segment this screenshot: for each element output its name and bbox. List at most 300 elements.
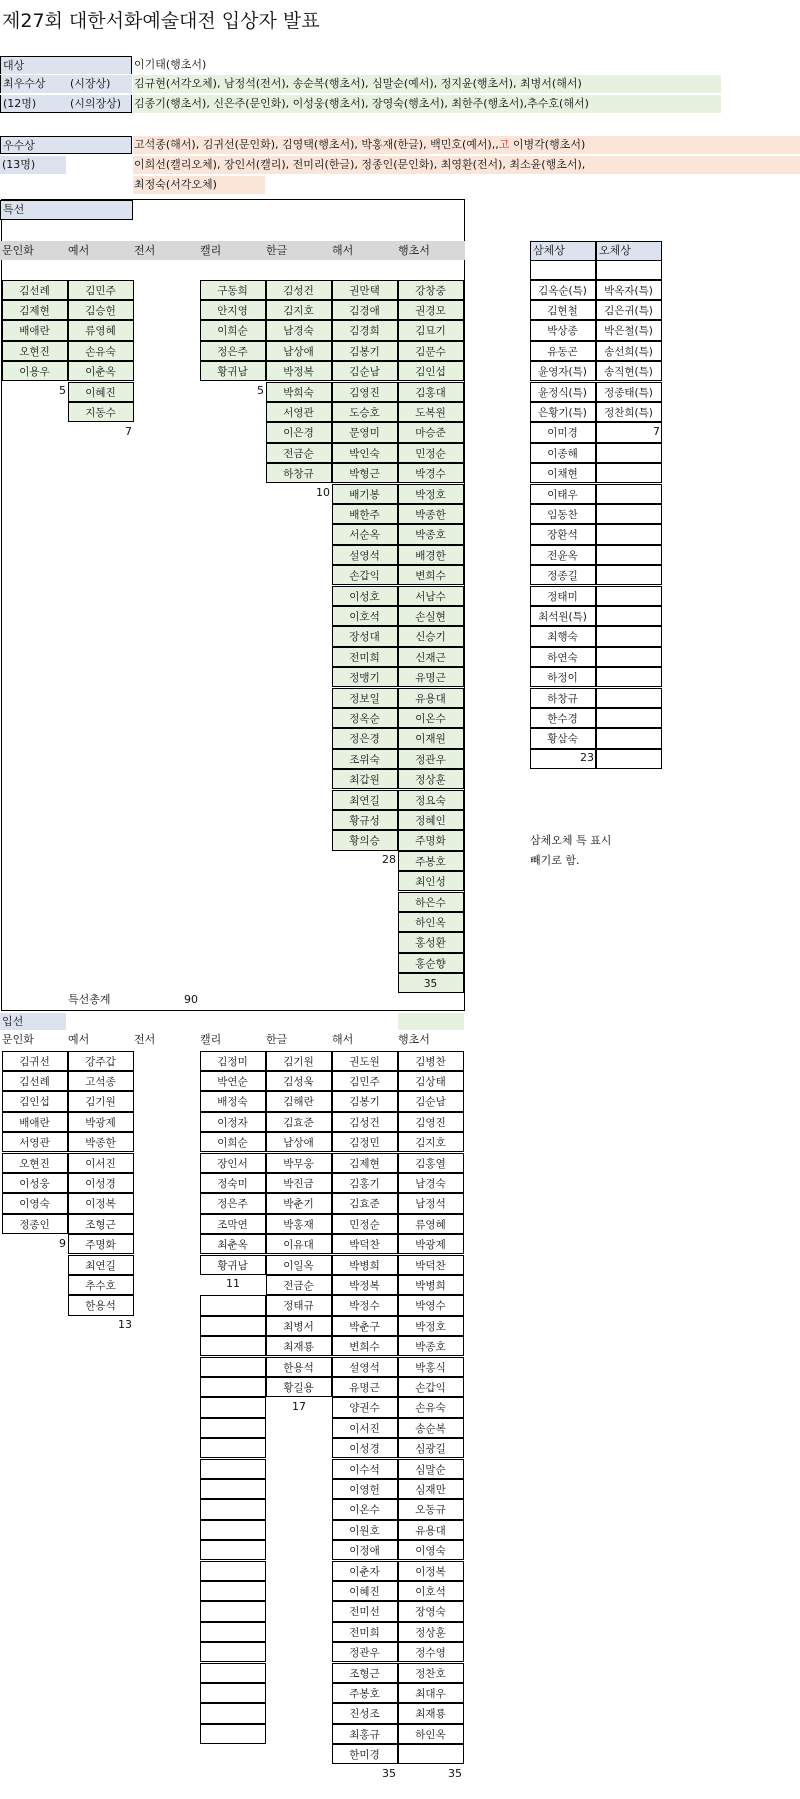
special-haeseo-name: 손갑익 bbox=[332, 565, 398, 585]
oche-blank bbox=[596, 504, 662, 524]
ipseon-calli-blank bbox=[200, 1561, 266, 1581]
special-haengcho-name: 박종호 bbox=[398, 524, 464, 544]
ipseon-calli-blank bbox=[200, 1683, 266, 1703]
special-haengcho-name: 김인섭 bbox=[398, 361, 464, 381]
special-total: 90 bbox=[184, 993, 198, 1006]
special-haeseo-name: 최연길 bbox=[332, 790, 398, 810]
ipseon-hangeul-name: 전금순 bbox=[266, 1275, 332, 1295]
ipseon-haengcho-name: 박홍식 bbox=[398, 1357, 464, 1377]
ipseon-haeseo-name: 이정애 bbox=[332, 1540, 398, 1560]
ipseon-calli-name: 이정자 bbox=[200, 1112, 266, 1132]
special-haengcho-name: 김문수 bbox=[398, 341, 464, 361]
ipseon-haeseo-name: 정관우 bbox=[332, 1642, 398, 1662]
special-haeseo-name: 문영미 bbox=[332, 422, 398, 442]
samche-name: 이채현 bbox=[530, 463, 596, 483]
ipseon-haengcho-name: 김순남 bbox=[398, 1091, 464, 1111]
ipseon-haeseo-name: 유명근 bbox=[332, 1377, 398, 1397]
ipseon-haengcho-name: 유용대 bbox=[398, 1520, 464, 1540]
oche-blank bbox=[596, 463, 662, 483]
special-haengcho-name: 박경수 bbox=[398, 463, 464, 483]
special-hangeul-name: 남상애 bbox=[266, 341, 332, 361]
special-calli-name: 구동희 bbox=[200, 280, 266, 300]
ipseon-header: 한글 bbox=[266, 1033, 288, 1046]
samche-name: 한수경 bbox=[530, 708, 596, 728]
ipseon-hangeul-name: 박무웅 bbox=[266, 1153, 332, 1173]
ipseon-haeseo-name: 진성조 bbox=[332, 1703, 398, 1723]
daesang-winner: 이기태(행초서) bbox=[134, 58, 207, 71]
special-haeseo-name: 정은경 bbox=[332, 728, 398, 748]
ipseon-haengcho-name: 손갑익 bbox=[398, 1377, 464, 1397]
ipseon-label: 입선 bbox=[0, 1013, 66, 1030]
ipseon-haengcho-name: 장영숙 bbox=[398, 1601, 464, 1621]
ipseon-yeseo-name: 최연길 bbox=[68, 1255, 134, 1275]
special-haeseo-name: 김경애 bbox=[332, 300, 398, 320]
special-haeseo-name: 김봉기 bbox=[332, 341, 398, 361]
samche-name: 이종해 bbox=[530, 443, 596, 463]
samche-header: 삼체상 bbox=[530, 241, 596, 261]
ipseon-haeseo-name: 한미경 bbox=[332, 1744, 398, 1764]
ipseon-haengcho-name: 박병희 bbox=[398, 1275, 464, 1295]
special-calli-name: 정은주 bbox=[200, 341, 266, 361]
ipseon-haengcho-name: 최재룡 bbox=[398, 1703, 464, 1723]
ipseon-hangeul-name: 남상애 bbox=[266, 1132, 332, 1152]
special-hangeul-name: 박희숙 bbox=[266, 382, 332, 402]
ipseon-haengcho-name: 손유숙 bbox=[398, 1397, 464, 1417]
special-hangeul-name: 김성건 bbox=[266, 280, 332, 300]
ipseon-yeseo-name: 이정복 bbox=[68, 1193, 134, 1213]
special-haengcho-name: 김묘기 bbox=[398, 320, 464, 340]
ipseon-haengcho-name: 이호석 bbox=[398, 1581, 464, 1601]
choeusu-count: (12명) bbox=[0, 95, 132, 113]
ipseon-haeseo-name: 이춘자 bbox=[332, 1561, 398, 1581]
special-haengcho-name: 이온수 bbox=[398, 708, 464, 728]
special-yeseo-name: 손유숙 bbox=[68, 341, 134, 361]
ipseon-haeseo-name: 박병희 bbox=[332, 1255, 398, 1275]
special-haeseo-name: 김순남 bbox=[332, 361, 398, 381]
header-haeseo: 해서 bbox=[332, 244, 354, 257]
special-munin-name: 오현진 bbox=[2, 341, 68, 361]
ipseon-calli-blank bbox=[200, 1295, 266, 1315]
ipseon-calli-blank bbox=[200, 1357, 266, 1377]
oche-name: 김은귀(특) bbox=[596, 300, 662, 320]
ipseon-haeseo-name: 김홍기 bbox=[332, 1173, 398, 1193]
ipseon-calli-count: 11 bbox=[226, 1277, 240, 1291]
samche-name: 장환석 bbox=[530, 524, 596, 544]
ipseon-haengcho-name: 송순복 bbox=[398, 1418, 464, 1438]
special-haeseo-name: 전미희 bbox=[332, 647, 398, 667]
ipseon-haengcho-name: 정상훈 bbox=[398, 1622, 464, 1642]
ipseon-haeseo-name: 설영석 bbox=[332, 1357, 398, 1377]
samche-name: 정태미 bbox=[530, 586, 596, 606]
oche-header: 오체상 bbox=[596, 241, 662, 261]
special-haengcho-name: 강창중 bbox=[398, 280, 464, 300]
ipseon-haengcho-name: 이정복 bbox=[398, 1561, 464, 1581]
page-title: 제27회 대한서화예술대전 입상자 발표 bbox=[2, 10, 320, 32]
daesang-label: 대상 bbox=[0, 56, 132, 74]
choeusu-award-2: (시의장상) bbox=[70, 97, 122, 110]
ipseon-calli-name: 장인서 bbox=[200, 1153, 266, 1173]
ipseon-header: 행초서 bbox=[398, 1033, 430, 1046]
oche-name: 박은철(특) bbox=[596, 320, 662, 340]
oche-blank bbox=[596, 728, 662, 748]
ipseon-haeseo-count: 35 bbox=[382, 1767, 396, 1780]
special-haengcho-name: 신승기 bbox=[398, 626, 464, 646]
samche-name: 최행숙 bbox=[530, 626, 596, 646]
ipseon-yeseo-name: 주명화 bbox=[68, 1234, 134, 1254]
ipseon-munin-name: 배애란 bbox=[2, 1112, 68, 1132]
oche-blank bbox=[596, 606, 662, 626]
ipseon-yeseo-name: 고석종 bbox=[68, 1071, 134, 1091]
ipseon-calli-blank bbox=[200, 1336, 266, 1356]
special-yeseo-name: 김승헌 bbox=[68, 300, 134, 320]
choeusu-names-1: 김규현(서각오체), 남정석(전서), 송순복(행초서), 심말순(예서), 정지윤(행초서), 최병서(해서) bbox=[133, 75, 721, 93]
special-haeseo-name: 장성대 bbox=[332, 626, 398, 646]
special-haengcho-name: 정혜인 bbox=[398, 810, 464, 830]
oche-blank bbox=[596, 524, 662, 544]
special-haengcho-name: 민정순 bbox=[398, 443, 464, 463]
special-haengcho-name: 유명근 bbox=[398, 667, 464, 687]
ipseon-calli-blank bbox=[200, 1418, 266, 1438]
ipseon-calli-blank bbox=[200, 1724, 266, 1744]
special-haengcho-name: 권경모 bbox=[398, 300, 464, 320]
ipseon-haengcho-name: 정찬호 bbox=[398, 1663, 464, 1683]
ipseon-hangeul-name: 박춘기 bbox=[266, 1193, 332, 1213]
ipseon-green-cell bbox=[398, 1013, 464, 1030]
ipseon-haengcho-blank bbox=[398, 1744, 464, 1764]
special-munin-name: 이용우 bbox=[2, 361, 68, 381]
special-hangeul-name: 하창규 bbox=[266, 463, 332, 483]
ipseon-haeseo-name: 주봉호 bbox=[332, 1683, 398, 1703]
oche-name: 정종태(특) bbox=[596, 382, 662, 402]
ipseon-calli-blank bbox=[200, 1397, 266, 1417]
special-munin-name: 배애란 bbox=[2, 320, 68, 340]
ipseon-calli-blank bbox=[200, 1581, 266, 1601]
ipseon-haeseo-name: 이온수 bbox=[332, 1499, 398, 1519]
oche-name: 송선희(특) bbox=[596, 341, 662, 361]
samche-name: 김옥순(특) bbox=[530, 280, 596, 300]
header-jeonseo: 전서 bbox=[134, 244, 156, 257]
special-haeseo-name: 정맹기 bbox=[332, 667, 398, 687]
special-haeseo-name: 배한주 bbox=[332, 504, 398, 524]
ipseon-munin-name: 김귀선 bbox=[2, 1051, 68, 1071]
ipseon-haeseo-name: 김제현 bbox=[332, 1153, 398, 1173]
samche-blank bbox=[530, 260, 596, 280]
ipseon-haengcho-name: 박덕찬 bbox=[398, 1255, 464, 1275]
special-haengcho-name: 홍순향 bbox=[398, 953, 464, 973]
special-haeseo-name: 권만택 bbox=[332, 280, 398, 300]
special-haengcho-name: 김홍대 bbox=[398, 382, 464, 402]
ipseon-haengcho-count: 35 bbox=[448, 1767, 462, 1780]
ipseon-yeseo-name: 김기원 bbox=[68, 1091, 134, 1111]
oche-blank bbox=[596, 586, 662, 606]
special-haengcho-name: 박종한 bbox=[398, 504, 464, 524]
samche-blank bbox=[596, 749, 662, 769]
oche-blank bbox=[596, 565, 662, 585]
special-total-label: 특선총계 bbox=[68, 993, 111, 1006]
ipseon-haeseo-name: 이원호 bbox=[332, 1520, 398, 1540]
usu-names-2: 이희선(캘리오체), 장인서(캘리), 전미리(한글), 정종인(문인화), 최영환(전서), 최소윤(행초서), bbox=[133, 156, 800, 174]
ipseon-munin-name: 서영관 bbox=[2, 1132, 68, 1152]
special-haeseo-name: 박인숙 bbox=[332, 443, 398, 463]
ipseon-haeseo-name: 조형근 bbox=[332, 1663, 398, 1683]
ipseon-hangeul-count: 17 bbox=[292, 1399, 306, 1413]
special-hangeul-count: 10 bbox=[316, 486, 330, 499]
ipseon-haeseo-name: 박정수 bbox=[332, 1295, 398, 1315]
ipseon-haeseo-name: 박춘구 bbox=[332, 1316, 398, 1336]
ipseon-haeseo-name: 김성건 bbox=[332, 1112, 398, 1132]
oche-blank bbox=[596, 545, 662, 565]
ipseon-calli-name: 박연순 bbox=[200, 1071, 266, 1091]
ipseon-yeseo-name: 박광제 bbox=[68, 1112, 134, 1132]
special-munin-name: 김선례 bbox=[2, 280, 68, 300]
ipseon-haeseo-name: 박정복 bbox=[332, 1275, 398, 1295]
special-haeseo-name: 김경희 bbox=[332, 320, 398, 340]
samche-name: 은황기(특) bbox=[530, 402, 596, 422]
ipseon-haeseo-name: 전미희 bbox=[332, 1622, 398, 1642]
ipseon-haengcho-name: 박영수 bbox=[398, 1295, 464, 1315]
ipseon-calli-blank bbox=[200, 1459, 266, 1479]
special-haengcho-name: 유용대 bbox=[398, 688, 464, 708]
ipseon-haengcho-name: 김홍열 bbox=[398, 1153, 464, 1173]
samche-name: 이태우 bbox=[530, 484, 596, 504]
ipseon-munin-name: 김인섭 bbox=[2, 1091, 68, 1111]
ipseon-munin-name: 정종인 bbox=[2, 1214, 68, 1234]
oche-blank bbox=[596, 647, 662, 667]
samche-count: 23 bbox=[580, 751, 594, 765]
special-hangeul-name: 김지호 bbox=[266, 300, 332, 320]
ipseon-haengcho-name: 김상태 bbox=[398, 1071, 464, 1091]
ipseon-haeseo-name: 권도원 bbox=[332, 1051, 398, 1071]
samche-name: 정종길 bbox=[530, 565, 596, 585]
ipseon-calli-blank bbox=[200, 1316, 266, 1336]
special-hangeul-name: 박정복 bbox=[266, 361, 332, 381]
ipseon-hangeul-name: 김효준 bbox=[266, 1112, 332, 1132]
ipseon-calli-blank bbox=[200, 1622, 266, 1642]
oche-name: 박옥자(특) bbox=[596, 280, 662, 300]
ipseon-haengcho-name: 심광길 bbox=[398, 1438, 464, 1458]
ipseon-hangeul-name: 김해란 bbox=[266, 1091, 332, 1111]
oche-name: 송직현(특) bbox=[596, 361, 662, 381]
oche-blank bbox=[596, 688, 662, 708]
samche-blank bbox=[596, 260, 662, 280]
choeusu-label: 최우수상 bbox=[0, 75, 132, 93]
samche-name: 임동찬 bbox=[530, 504, 596, 524]
special-haeseo-name: 서순옥 bbox=[332, 524, 398, 544]
ipseon-calli-blank bbox=[200, 1520, 266, 1540]
special-hangeul-name: 서영관 bbox=[266, 402, 332, 422]
ipseon-haeseo-name: 민정순 bbox=[332, 1214, 398, 1234]
ipseon-haengcho-name: 김영진 bbox=[398, 1112, 464, 1132]
special-haeseo-name: 이성호 bbox=[332, 586, 398, 606]
oche-count: 7 bbox=[653, 424, 660, 438]
ipseon-header: 캘리 bbox=[200, 1033, 222, 1046]
ipseon-haengcho-name: 심말순 bbox=[398, 1459, 464, 1479]
special-hangeul-name: 남경숙 bbox=[266, 320, 332, 340]
ipseon-haeseo-name: 이성경 bbox=[332, 1438, 398, 1458]
special-haengcho-name: 마승준 bbox=[398, 422, 464, 442]
special-haeseo-name: 황규성 bbox=[332, 810, 398, 830]
samche-name: 박상종 bbox=[530, 320, 596, 340]
special-haeseo-name: 박형근 bbox=[332, 463, 398, 483]
special-haengcho-name: 이재원 bbox=[398, 728, 464, 748]
ipseon-haeseo-name: 김봉기 bbox=[332, 1091, 398, 1111]
ipseon-munin-count: 9 bbox=[59, 1236, 66, 1250]
ipseon-calli-blank bbox=[200, 1703, 266, 1723]
ipseon-haeseo-name: 박덕찬 bbox=[332, 1234, 398, 1254]
ipseon-haengcho-name: 김병찬 bbox=[398, 1051, 464, 1071]
oche-blank bbox=[596, 708, 662, 728]
special-haengcho-name: 정관우 bbox=[398, 749, 464, 769]
special-label: 특선 bbox=[0, 200, 133, 220]
ipseon-haengcho-name: 이영숙 bbox=[398, 1540, 464, 1560]
special-haengcho-name: 변희수 bbox=[398, 565, 464, 585]
ipseon-munin-name: 김선례 bbox=[2, 1071, 68, 1091]
ipseon-haeseo-name: 이수석 bbox=[332, 1459, 398, 1479]
ipseon-yeseo-name: 이성경 bbox=[68, 1173, 134, 1193]
oche-blank bbox=[596, 626, 662, 646]
special-haengcho-name: 도복원 bbox=[398, 402, 464, 422]
special-haeseo-name: 설영석 bbox=[332, 545, 398, 565]
special-haengcho-name: 하인옥 bbox=[398, 912, 464, 932]
special-haengcho-name: 최인성 bbox=[398, 871, 464, 891]
special-haeseo-name: 김영진 bbox=[332, 382, 398, 402]
special-haeseo-name: 배기봉 bbox=[332, 484, 398, 504]
special-yeseo-name: 지동수 bbox=[68, 402, 134, 422]
oche-blank bbox=[596, 443, 662, 463]
special-hangeul-name: 전금순 bbox=[266, 443, 332, 463]
ipseon-haeseo-name: 이영헌 bbox=[332, 1479, 398, 1499]
special-haengcho-name: 주봉호 bbox=[398, 851, 464, 871]
special-haeseo-name: 최갑원 bbox=[332, 769, 398, 789]
special-haeseo-count: 28 bbox=[382, 853, 396, 867]
ipseon-haengcho-name: 남정석 bbox=[398, 1193, 464, 1213]
ipseon-calli-blank bbox=[200, 1438, 266, 1458]
ipseon-yeseo-name: 박종한 bbox=[68, 1132, 134, 1152]
special-haengcho-name: 박정호 bbox=[398, 484, 464, 504]
ipseon-hangeul-name: 김기원 bbox=[266, 1051, 332, 1071]
oche-name: 정찬희(특) bbox=[596, 402, 662, 422]
special-yeseo-name: 류영혜 bbox=[68, 320, 134, 340]
usu-names-1: 고석종(해서), 김귀선(문인화), 김영택(행초서), 박홍재(한글), 백민호(예서),,고 이병각(행초서) bbox=[133, 136, 800, 154]
ipseon-haengcho-name: 박광제 bbox=[398, 1234, 464, 1254]
ipseon-calli-name: 정은주 bbox=[200, 1193, 266, 1213]
ipseon-calli-name: 조막연 bbox=[200, 1214, 266, 1234]
samche-note-1: 삼체오체 특 표시 bbox=[530, 834, 612, 847]
ipseon-calli-blank bbox=[200, 1377, 266, 1397]
samche-name: 유동곤 bbox=[530, 341, 596, 361]
ipseon-haeseo-name: 김정민 bbox=[332, 1132, 398, 1152]
ipseon-haengcho-name: 류영혜 bbox=[398, 1214, 464, 1234]
ipseon-haeseo-name: 이서진 bbox=[332, 1418, 398, 1438]
ipseon-haeseo-name: 김민주 bbox=[332, 1071, 398, 1091]
special-yeseo-count: 7 bbox=[125, 424, 132, 438]
special-haengcho-name: 정상훈 bbox=[398, 769, 464, 789]
ipseon-munin-name: 이영숙 bbox=[2, 1193, 68, 1213]
ipseon-hangeul-name: 황길용 bbox=[266, 1377, 332, 1397]
special-header-row bbox=[0, 241, 465, 260]
ipseon-calli-name: 김정미 bbox=[200, 1051, 266, 1071]
ipseon-haengcho-name: 박종호 bbox=[398, 1336, 464, 1356]
ipseon-haengcho-name: 최대우 bbox=[398, 1683, 464, 1703]
ipseon-haeseo-name: 이혜진 bbox=[332, 1581, 398, 1601]
oche-blank bbox=[596, 667, 662, 687]
ipseon-calli-name: 최춘옥 bbox=[200, 1234, 266, 1254]
ipseon-header: 전서 bbox=[134, 1033, 156, 1046]
ipseon-calli-blank bbox=[200, 1499, 266, 1519]
special-calli-name: 이희순 bbox=[200, 320, 266, 340]
ipseon-haengcho-name: 하인옥 bbox=[398, 1724, 464, 1744]
ipseon-hangeul-name: 박진금 bbox=[266, 1173, 332, 1193]
choeusu-names-2: 김종기(행초서), 신은주(문인화), 이성웅(행초서), 장영숙(행초서), 최한주(행초서),추수호(해서) bbox=[133, 95, 721, 113]
special-haeseo-name: 황의승 bbox=[332, 830, 398, 850]
usu-count: (13명) bbox=[0, 156, 66, 174]
ipseon-haengcho-name: 박정호 bbox=[398, 1316, 464, 1336]
ipseon-calli-blank bbox=[200, 1642, 266, 1662]
ipseon-header: 해서 bbox=[332, 1033, 354, 1046]
ipseon-haengcho-name: 김지호 bbox=[398, 1132, 464, 1152]
special-haeseo-name: 도승호 bbox=[332, 402, 398, 422]
special-haengcho-name: 하은수 bbox=[398, 892, 464, 912]
special-haengcho-name: 정요숙 bbox=[398, 790, 464, 810]
special-haeseo-name: 이호석 bbox=[332, 606, 398, 626]
special-haengcho-name: 손실현 bbox=[398, 606, 464, 626]
ipseon-calli-blank bbox=[200, 1540, 266, 1560]
ipseon-hangeul-name: 한용석 bbox=[266, 1357, 332, 1377]
special-haengcho-name: 배경한 bbox=[398, 545, 464, 565]
usu-names-3: 최정숙(서각오체) bbox=[133, 176, 265, 194]
ipseon-calli-name: 정숙미 bbox=[200, 1173, 266, 1193]
ipseon-haengcho-name: 정수영 bbox=[398, 1642, 464, 1662]
ipseon-header: 예서 bbox=[68, 1033, 90, 1046]
special-haengcho-name: 주명화 bbox=[398, 830, 464, 850]
ipseon-yeseo-name: 조형근 bbox=[68, 1214, 134, 1234]
header-yeseo: 예서 bbox=[68, 244, 90, 257]
usu-label: 우수상 bbox=[0, 136, 132, 154]
ipseon-hangeul-name: 김성욱 bbox=[266, 1071, 332, 1091]
ipseon-hangeul-name: 이일옥 bbox=[266, 1255, 332, 1275]
oche-blank bbox=[596, 484, 662, 504]
ipseon-hangeul-name: 이유대 bbox=[266, 1234, 332, 1254]
ipseon-yeseo-name: 한용석 bbox=[68, 1295, 134, 1315]
special-yeseo-name: 김민주 bbox=[68, 280, 134, 300]
ipseon-yeseo-name: 강주갑 bbox=[68, 1051, 134, 1071]
samche-note-2: 빼기로 함. bbox=[530, 854, 580, 867]
special-haengcho-name: 홍성환 bbox=[398, 932, 464, 952]
samche-name: 하창규 bbox=[530, 688, 596, 708]
special-calli-name: 안지영 bbox=[200, 300, 266, 320]
ipseon-yeseo-name: 추수호 bbox=[68, 1275, 134, 1295]
header-munin: 문인화 bbox=[2, 244, 34, 257]
samche-name: 하연숙 bbox=[530, 647, 596, 667]
ipseon-calli-blank bbox=[200, 1663, 266, 1683]
ipseon-hangeul-name: 정태규 bbox=[266, 1295, 332, 1315]
special-hangeul-name: 이은경 bbox=[266, 422, 332, 442]
ipseon-calli-name: 황귀남 bbox=[200, 1255, 266, 1275]
ipseon-calli-name: 이희순 bbox=[200, 1132, 266, 1152]
ipseon-haeseo-name: 전미선 bbox=[332, 1601, 398, 1621]
ipseon-yeseo-count: 13 bbox=[118, 1318, 132, 1332]
special-haengcho-name: 신재근 bbox=[398, 647, 464, 667]
special-yeseo-name: 이춘옥 bbox=[68, 361, 134, 381]
samche-name: 전윤옥 bbox=[530, 545, 596, 565]
ipseon-haeseo-name: 김효준 bbox=[332, 1193, 398, 1213]
special-munin-name: 김제현 bbox=[2, 300, 68, 320]
ipseon-munin-name: 오현진 bbox=[2, 1153, 68, 1173]
ipseon-haengcho-name: 남경숙 bbox=[398, 1173, 464, 1193]
samche-name: 하정이 bbox=[530, 667, 596, 687]
special-haengcho-name: 서남수 bbox=[398, 586, 464, 606]
ipseon-munin-name: 이성웅 bbox=[2, 1173, 68, 1193]
